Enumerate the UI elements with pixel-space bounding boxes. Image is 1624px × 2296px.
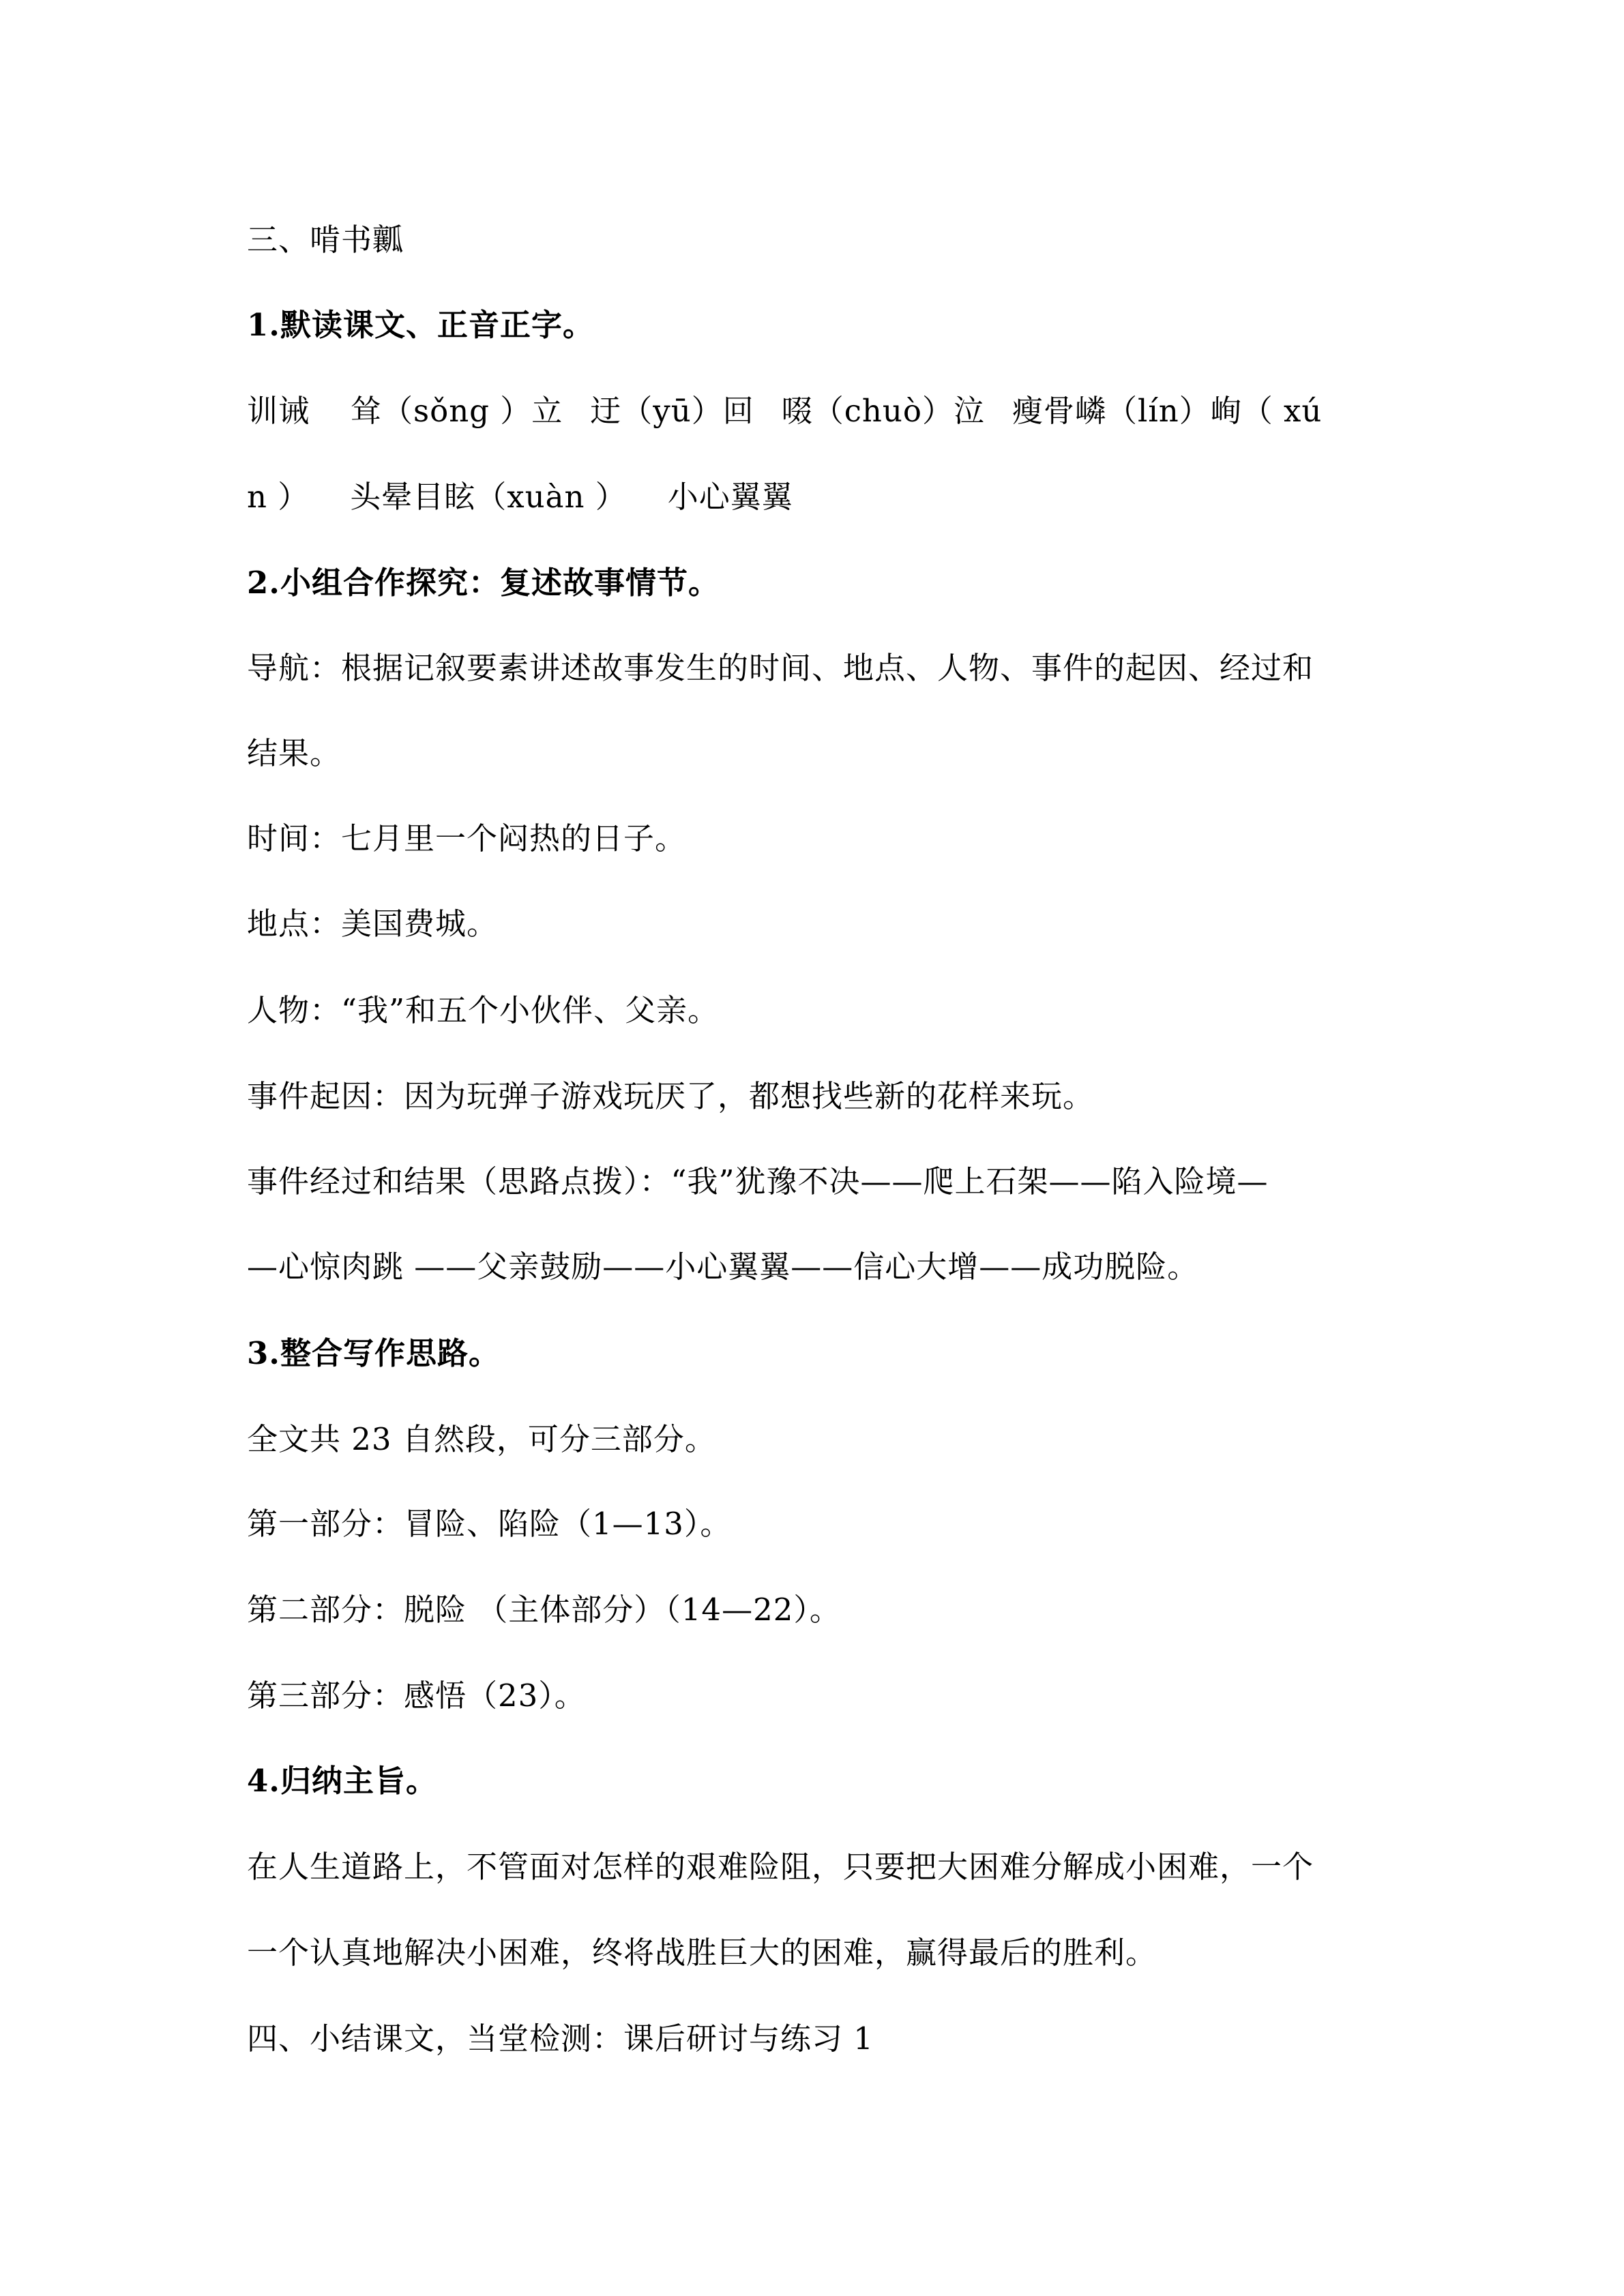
- people-line: 人物：“我”和五个小伙伴、父亲。: [247, 992, 720, 1028]
- part2-line: 第二部分：脱险 （主体部分）（14—22）。: [247, 1592, 841, 1628]
- paragraphs-line: 全文共 23 自然段，可分三部分。: [247, 1421, 716, 1457]
- vocab-word: 头晕目眩（xuàn ）: [350, 479, 627, 515]
- vocab-word: 训诫: [247, 393, 310, 429]
- vocab-word: 瘦骨嶙（lín）峋（ xú: [1012, 393, 1323, 429]
- item1-title: 1.默读课文、正音正字。: [247, 307, 594, 343]
- part3-line: 第三部分：感悟（23）。: [247, 1678, 586, 1714]
- guide-line-2: 结果。: [247, 735, 342, 771]
- item2-title: 2.小组合作探究：复述故事情节。: [247, 565, 720, 601]
- vocab-word: 小心翼翼: [667, 479, 793, 515]
- item3-title: 3.整合写作思路。: [247, 1335, 500, 1371]
- vocab-line-2: [247, 473, 1406, 521]
- section3-heading: 三、啃书瓤: [247, 222, 404, 258]
- process-line-2: —心惊肉跳 ——父亲鼓励——小心翼翼——信心大增——成功脱险。: [247, 1249, 1199, 1285]
- vocab-word: 迂（yū）回: [590, 393, 754, 429]
- vocab-line-1: [247, 387, 1406, 435]
- guide-line-1: 导航：根据记叙要素讲述故事发生的时间、地点、人物、事件的起因、经过和: [247, 650, 1314, 686]
- cause-line: 事件起因：因为玩弹子游戏玩厌了，都想找些新的花样来玩。: [247, 1078, 1095, 1114]
- vocab-word: 啜（chuò）泣: [781, 393, 985, 429]
- theme-line-1: 在人生道路上，不管面对怎样的艰难险阻，只要把大困难分解成小困难，一个: [247, 1849, 1314, 1885]
- place-line: 地点：美国费城。: [247, 906, 499, 942]
- vocab-word: 耸（sǒng ）立: [351, 393, 563, 429]
- part1-line: 第一部分：冒险、陷险（1—13）。: [247, 1506, 732, 1542]
- item4-title: 4.归纳主旨。: [247, 1763, 437, 1799]
- theme-line-2: 一个认真地解决小困难，终将战胜巨大的困难，赢得最后的胜利。: [247, 1935, 1157, 1971]
- section4-heading: 四、小结课文，当堂检测：课后研讨与练习 1: [247, 2021, 874, 2057]
- vocab-word: n ）: [247, 479, 310, 515]
- time-line: 时间：七月里一个闷热的日子。: [247, 820, 687, 856]
- process-line-1: 事件经过和结果（思路点拨）：“我”犹豫不决——爬上石架——陷入险境—: [247, 1163, 1269, 1199]
